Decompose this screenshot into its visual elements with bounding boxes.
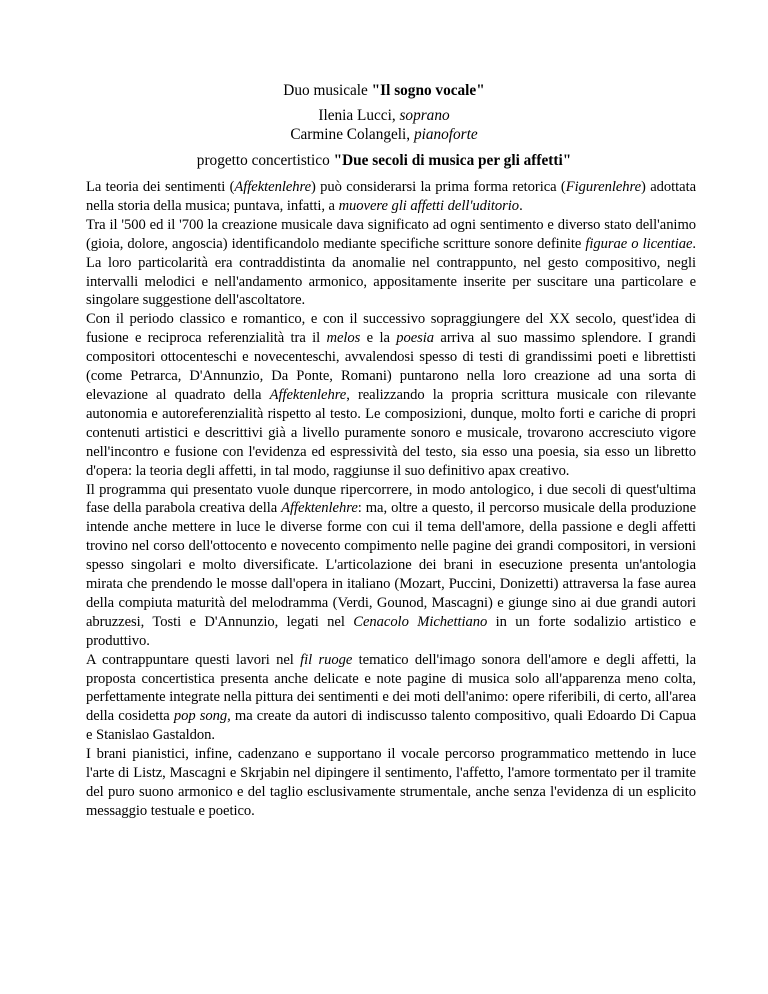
singer-name: Ilenia Lucci, <box>318 107 400 124</box>
paragraph-1 <box>86 178 696 216</box>
text-run: Il programma qui presentato vuole dunque ripercorrere, in modo antologico, i due secoli di quest'ultima fase della parabola creativa della <box>86 481 696 517</box>
text-run: ma create da autori di indiscusso talento compositivo, quali Edoardo Di Capua e Stanislao Gastaldon. <box>86 708 696 744</box>
text-run: . <box>519 197 523 214</box>
pianist-name: Carmine Colangeli, <box>290 126 414 143</box>
text-run-italic: figurae o licentiae <box>585 235 693 252</box>
pianist-line <box>0 125 768 144</box>
text-run-italic: pop song, <box>173 708 231 725</box>
text-run: arriva al suo massimo splendore. I grandi compositori ottocenteschi e novecenteschi, avvalendosi spesso di testi di grandissimi poeti e librettisti (come Petrarca, D'Annunzio, Da Ponte, Romani) puntarono nella loro creazione ad una sorta di elevazione al quadrato della <box>86 330 697 403</box>
text-run: in un forte sodalizio artistico e produttivo. <box>86 613 696 649</box>
duo-prefix: Duo musicale <box>283 82 372 99</box>
text-run-italic: poesia <box>396 330 435 347</box>
text-run: A contrappuntare questi lavori nel <box>86 651 301 668</box>
text-run: : ma, oltre a questo, il percorso musicale della produzione intende anche mettere in luce le diverse forme con cui il tema dell'amore, della passione e degli affetti trovino nel corso dell'ottocento e novecento compimento nelle pagine dei grandi compositori, in versioni spesso singolari e molto diversificate. L'articolazione dei brani in esecuzione presenta un'antologia mirata che prendendo le mosse dall'opera in italiano (Mozart, Puccini, Donizetti) attraversa la fase aurea della compiuta maturità del melodramma (Verdi, Gounod, Mascagni) e giunge sino ai due grandi autori abruzzesi, Tosti e D'Annunzio, legati nel <box>86 500 696 630</box>
paragraph-6 <box>86 745 696 821</box>
text-run-italic: Affektenlehre <box>234 179 312 195</box>
text-run-italic: melos <box>326 330 361 347</box>
paragraph-5 <box>86 651 696 746</box>
paragraph-4 <box>86 481 696 651</box>
project-prefix: progetto concertistico <box>196 152 334 169</box>
duo-line <box>0 81 768 100</box>
text-run: e la <box>360 330 397 347</box>
duo-name: "Il sogno vocale" <box>371 82 485 99</box>
pianist-role: pianoforte <box>413 126 478 143</box>
text-run: I brani pianistici, infine, cadenzano e supportano il vocale percorso programmatico mettendo in luce l'arte di Listz, Mascagni e Skrjabin nel dipingere il sentimento, l'affetto, l'amore tormentato per il tramite del puro suono armonico e del taglio esclusivamente strumentale, anche senza l'evidenza di un esplicito messaggio testuale e poetico. <box>86 746 696 819</box>
text-run: Tra il '500 ed il '700 la creazione musicale dava significato ad ogni sentimento e diverso stato dell'animo (gioia, dolore, angoscia) identificandolo mediante specifiche scritture sonore definite <box>86 216 696 252</box>
text-run: Con il periodo classico e romantico, e con il successivo sopraggiungere del XX secolo, quest'idea di fusione e reciproca referenzialità tra il <box>86 311 696 347</box>
text-run-italic: fil ruoge <box>300 651 353 668</box>
project-line <box>0 151 768 170</box>
text-run: tematico dell'imago sonora dell'amore e degli affetti, la proposta concertistica presenta anche delicate e note pagine di musica solo all'apparenza meno colta, perfettamente integrate nella pittura dei sentimenti e dei moti dell'animo: opere riferibili, di certo, all'area della cosidetta <box>86 651 696 725</box>
project-title: "Due secoli di musica per gli affetti" <box>333 152 572 169</box>
text-run: ) può considerarsi la prima forma retorica ( <box>311 179 566 195</box>
singer-role: soprano <box>399 107 450 124</box>
text-run: . La loro particolarità era contraddistinta da anomalie nel contrappunto, nel gesto compositivo, negli intervalli melodici e nell'andamento armonico, appositamente inserite per suscitare una particolare e singolare suggestione dell'ascoltatore. <box>86 235 696 309</box>
text-run-italic: Figurenlehre <box>565 179 642 195</box>
paragraph-3 <box>86 310 696 480</box>
text-run: La teoria dei sentimenti ( <box>86 179 235 195</box>
text-run: ) adottata nella storia della musica; puntava, infatti, a <box>86 179 696 214</box>
text-run-italic: muovere gli affetti dell'uditorio <box>338 197 520 214</box>
paragraph-2 <box>86 216 696 311</box>
singer-line <box>0 106 768 125</box>
text-run-italic: Affektenlehre <box>269 386 347 403</box>
text-run-italic: Affektenlehre <box>281 500 358 517</box>
document-body <box>86 178 696 821</box>
text-run-italic: Cenacolo Michettiano <box>353 613 488 630</box>
document-header <box>0 81 768 170</box>
text-run: , realizzando la propria scrittura musicale con rilevante autonomia e autoreferenzialità rispetto al testo. Le composizioni, dunque, molto forti e cariche di propri contenuti artistici e descrittivi già a livello puramente sonoro e musicale, trovarono accresciuto vigore nell'incontro e fusione con l'evidenza ed espressività del testo, sia esso una poesia, sia esso un libretto d'opera: la teoria degli affetti, in tal modo, raggiunse il suo definitivo apax creativo. <box>86 386 696 479</box>
